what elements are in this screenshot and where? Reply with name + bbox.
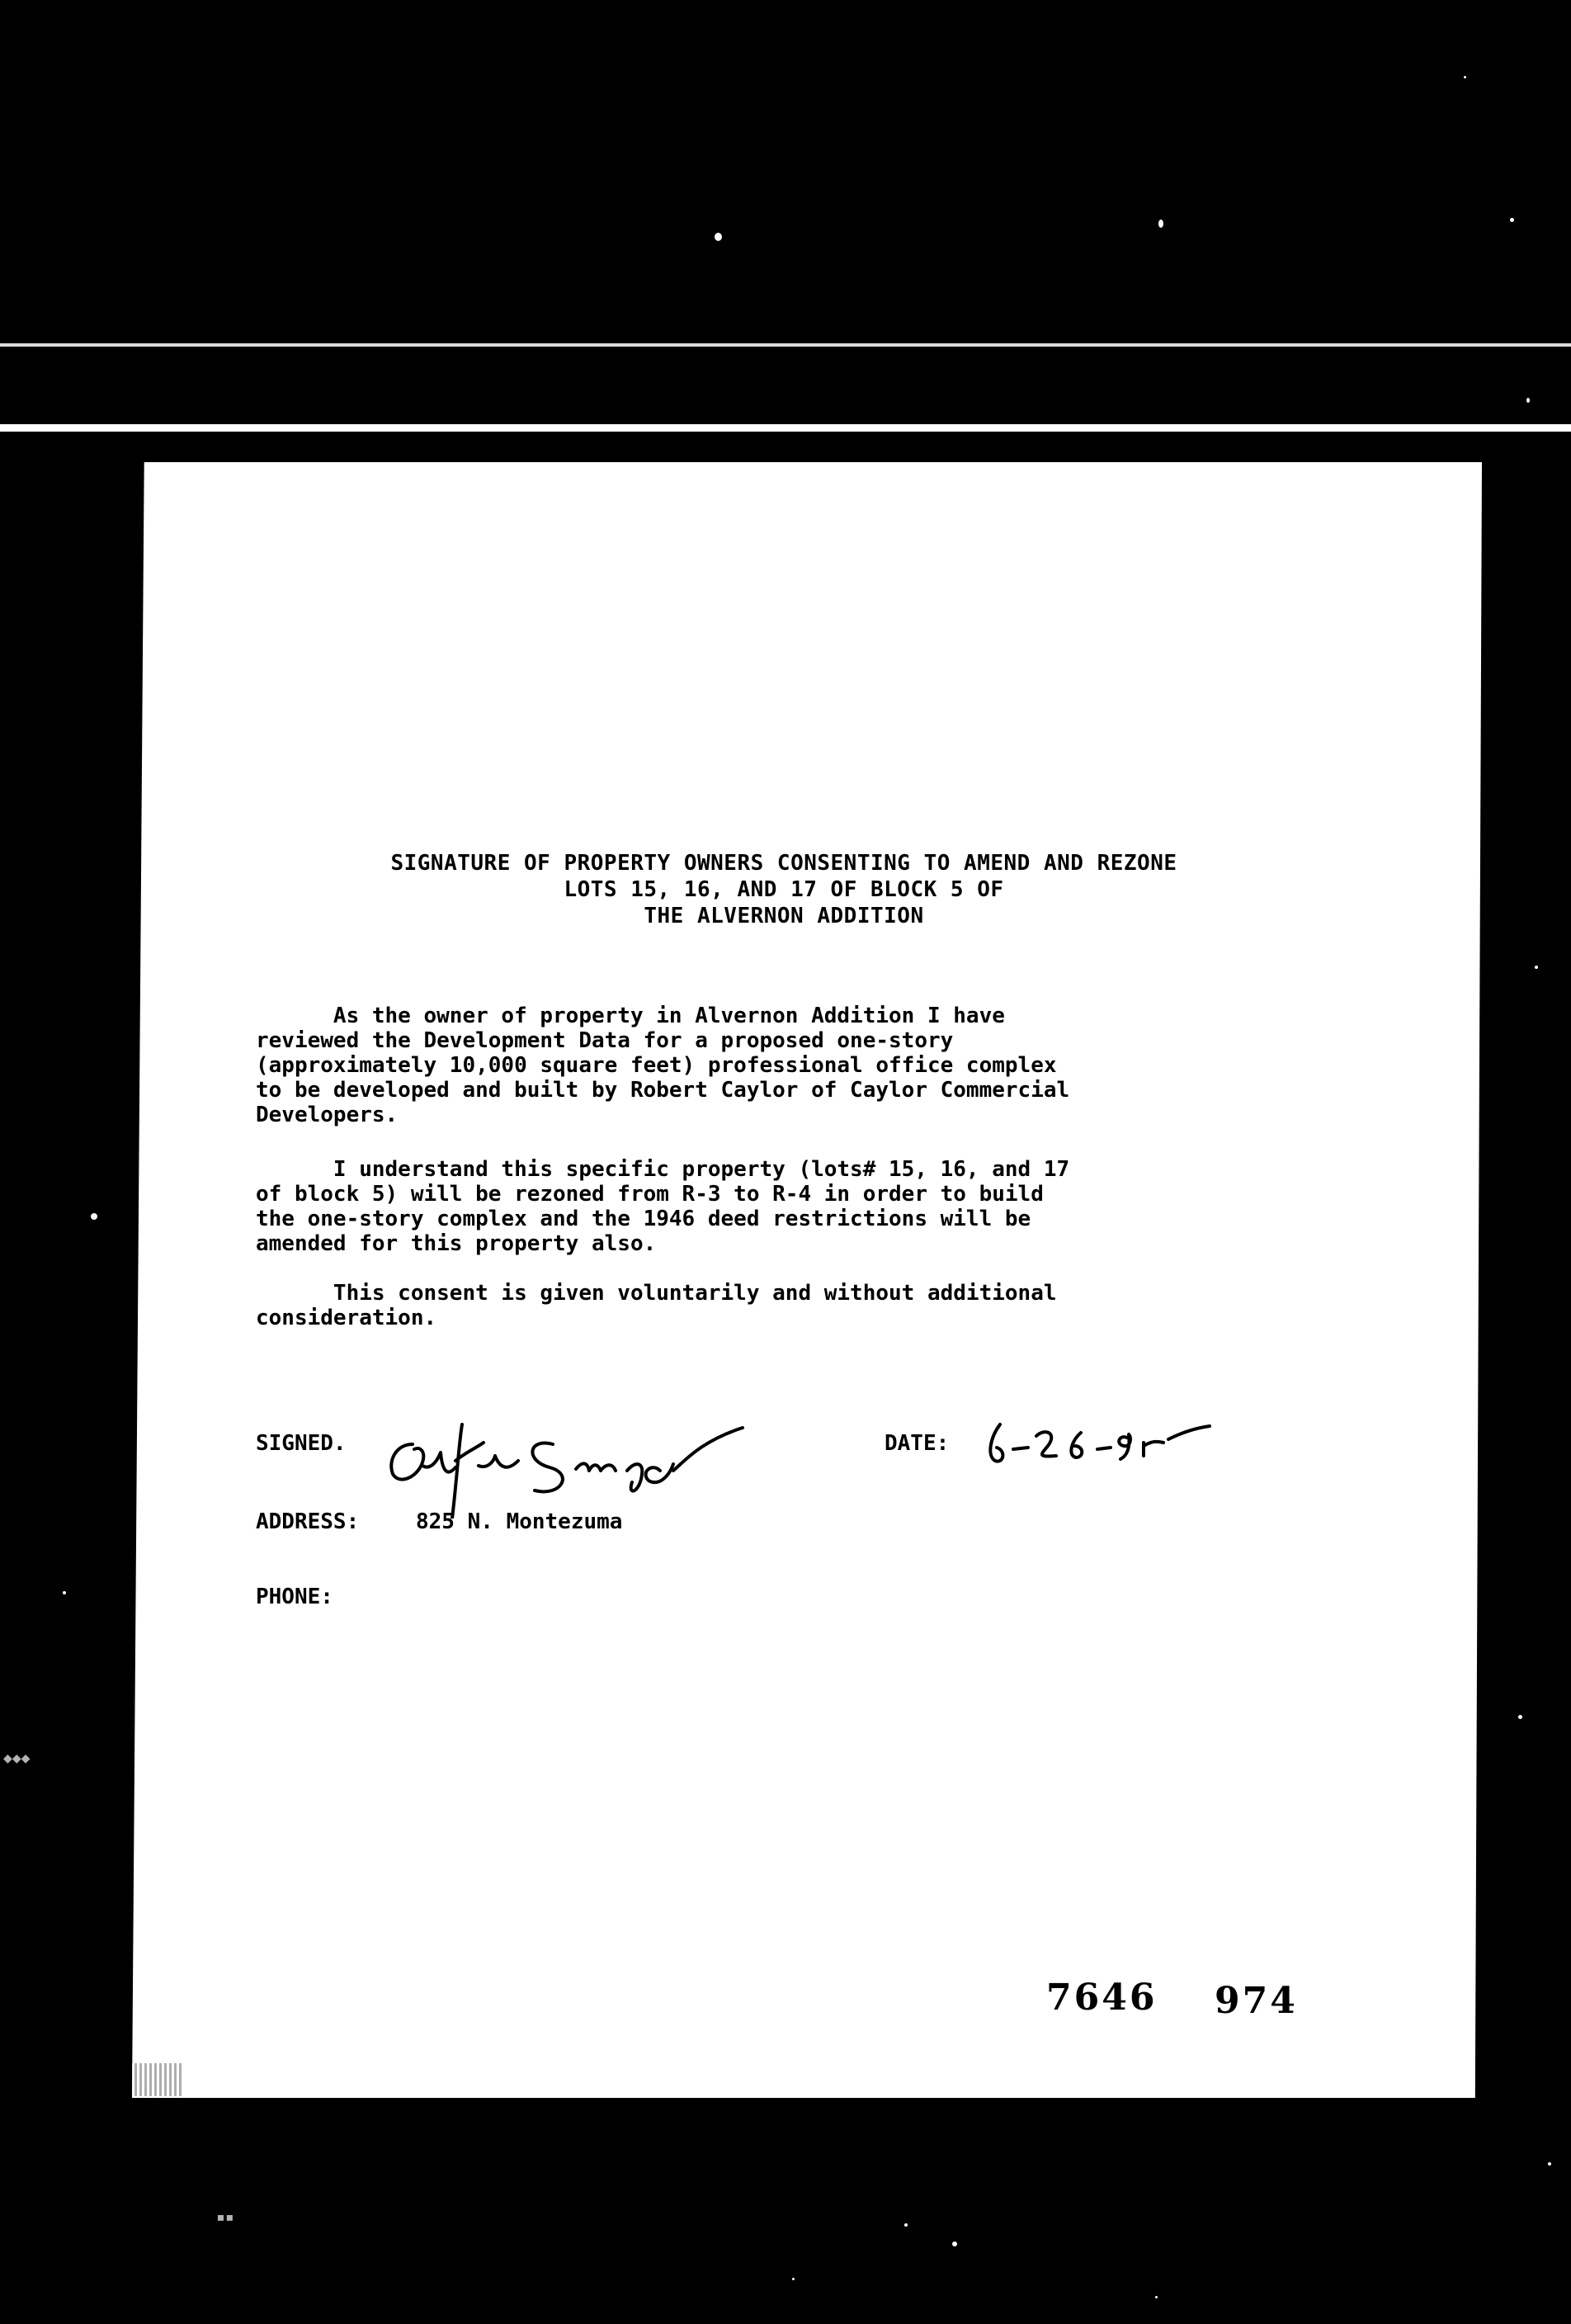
address-label: ADDRESS: (256, 1509, 360, 1534)
page-number-stamp: 974 (1215, 1980, 1298, 2022)
signed-label: SIGNED. (256, 1431, 347, 1456)
scan-speck (1158, 220, 1163, 228)
margin-mark: ▪▪ (216, 2208, 234, 2226)
document-title (248, 850, 1320, 929)
scan-speck (1464, 76, 1466, 78)
scan-speck (1548, 2162, 1551, 2166)
scan-speck (952, 2241, 957, 2246)
scan-speck (792, 2278, 795, 2280)
scan-speck (715, 233, 722, 241)
document-edge-fray (132, 2063, 182, 2096)
title-line: LOTS 15, 16, AND 17 OF BLOCK 5 OF (564, 877, 1004, 902)
document-page (132, 462, 1482, 2098)
scan-speck (904, 2223, 908, 2227)
body-paragraph: I understand this specific property (lots# 15, 16, and 17 of block 5) will be rezoned from R-3 to R-4 in order to build the one-story complex and the 1946 deed restrictions will be amended for this property also. (256, 1157, 1070, 1256)
scan-top-band (0, 0, 1571, 446)
handwritten-date (982, 1410, 1213, 1476)
title-line: THE ALVERNON ADDITION (644, 904, 924, 928)
phone-label: PHONE: (256, 1585, 333, 1609)
scan-speck (1526, 398, 1530, 403)
margin-mark: ◆◆◆ (3, 1750, 31, 1767)
scan-speck (1510, 218, 1514, 222)
title-line: SIGNATURE OF PROPERTY OWNERS CONSENTING TO AMEND AND REZONE (390, 851, 1177, 876)
body-paragraph: As the owner of property in Alvernon Addition I have reviewed the Development Data for a proposed one-story (approximately 10,000 square feet) professional office complex to be developed and built by Robert Caylor of Caylor Commercial Developers. (256, 1004, 1070, 1127)
date-label: DATE: (885, 1431, 950, 1456)
document-number-stamp: 7646 (1046, 1977, 1158, 2019)
scan-speck (1535, 966, 1538, 969)
scan-speck (63, 1591, 66, 1594)
scan-line (0, 424, 1571, 432)
handwritten-signature (380, 1395, 776, 1519)
body-paragraph: This consent is given voluntarily and without additional consideration. (256, 1281, 1057, 1330)
scan-speck (1155, 2296, 1158, 2298)
scan-speck (91, 1213, 97, 1220)
address-value: 825 N. Montezuma (416, 1509, 623, 1534)
scan-speck (1518, 1715, 1522, 1719)
scan-line (0, 343, 1571, 347)
